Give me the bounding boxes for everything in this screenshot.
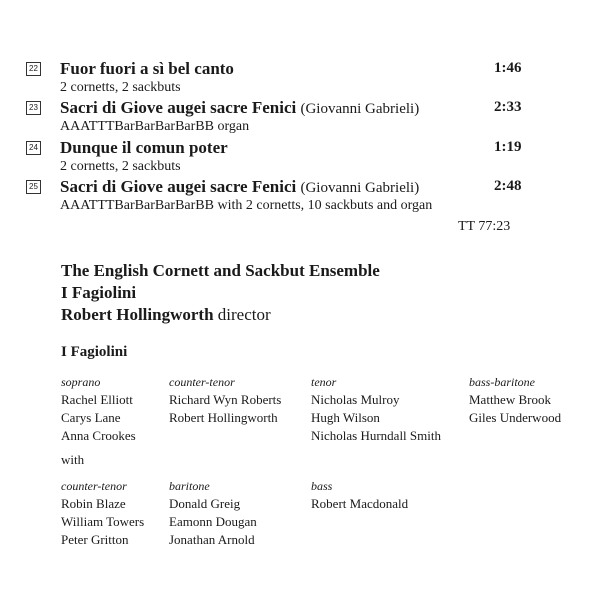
voice-label: counter-tenor (169, 375, 235, 389)
voice-label: tenor (311, 375, 337, 389)
track-title: Sacri di Giove augei sacre Fenici (Giovanni Gabrieli) (60, 98, 420, 117)
roster-heading: I Fagiolini (61, 344, 128, 360)
total-time: TT 77:23 (458, 219, 511, 234)
voice-column (311, 477, 408, 513)
track-duration: 1:19 (494, 139, 522, 155)
singer-name: Eamonn Dougan (169, 514, 257, 529)
singer-name: Robert Macdonald (311, 496, 409, 511)
track-instrumentation: 2 cornetts, 2 sackbuts (60, 159, 181, 174)
track-title: Dunque il comun poter (60, 138, 228, 157)
track-number-box: 25 (26, 180, 41, 194)
voice-column (311, 373, 441, 445)
voice-column (61, 477, 144, 549)
director-name: Robert Hollingworth (61, 305, 214, 324)
ensemble-name: I Fagiolini (61, 283, 137, 302)
track-composer: (Giovanni Gabrieli) (300, 180, 420, 196)
singer-name: Nicholas Hurndall Smith (311, 428, 441, 443)
track-number-box: 22 (26, 62, 41, 76)
voice-column (169, 477, 257, 549)
with-label: with (61, 452, 85, 467)
voice-label: counter-tenor (61, 479, 127, 493)
track-number-box: 24 (26, 141, 41, 155)
track-instrumentation: AAATTTBarBarBarBarBB organ (60, 119, 250, 134)
track-composer: (Giovanni Gabrieli) (300, 101, 420, 117)
singer-name: Giles Underwood (469, 410, 562, 425)
voice-label: soprano (61, 375, 101, 389)
singer-name: Peter Gritton (61, 532, 129, 547)
singer-name: Hugh Wilson (311, 410, 380, 425)
singer-name: Anna Crookes (61, 428, 136, 443)
singer-name: Richard Wyn Roberts (169, 392, 282, 407)
ensemble-name: The English Cornett and Sackbut Ensemble (61, 261, 380, 280)
director-credit (61, 304, 380, 326)
singer-name: Carys Lane (61, 410, 121, 425)
singer-name: Robin Blaze (61, 496, 126, 511)
voice-label: baritone (169, 479, 210, 493)
singer-name: Robert Hollingworth (169, 410, 278, 425)
singer-name: William Towers (61, 514, 145, 529)
singer-name: Matthew Brook (469, 392, 551, 407)
voice-label: bass-baritone (469, 375, 535, 389)
voice-column (61, 373, 136, 445)
track-instrumentation: AAATTTBarBarBarBarBB with 2 cornetts, 10 sackbuts and organ (60, 198, 433, 213)
singer-name: Donald Greig (169, 496, 241, 511)
track-title: Fuor fuori a sì bel canto (60, 59, 234, 78)
voice-label: bass (311, 479, 333, 493)
director-role: director (217, 305, 271, 324)
singer-name: Jonathan Arnold (169, 532, 255, 547)
singer-name: Nicholas Mulroy (311, 392, 400, 407)
singer-name: Rachel Elliott (61, 392, 133, 407)
track-title: Sacri di Giove augei sacre Fenici (Giovanni Gabrieli) (60, 177, 420, 196)
track-duration: 2:33 (494, 99, 522, 115)
track-number-box: 23 (26, 101, 41, 115)
ensemble-credits (61, 260, 380, 326)
track-instrumentation: 2 cornetts, 2 sackbuts (60, 80, 181, 95)
voice-column (469, 373, 561, 427)
track-duration: 1:46 (494, 60, 522, 76)
track-duration: 2:48 (494, 178, 522, 194)
voice-column (169, 373, 281, 427)
